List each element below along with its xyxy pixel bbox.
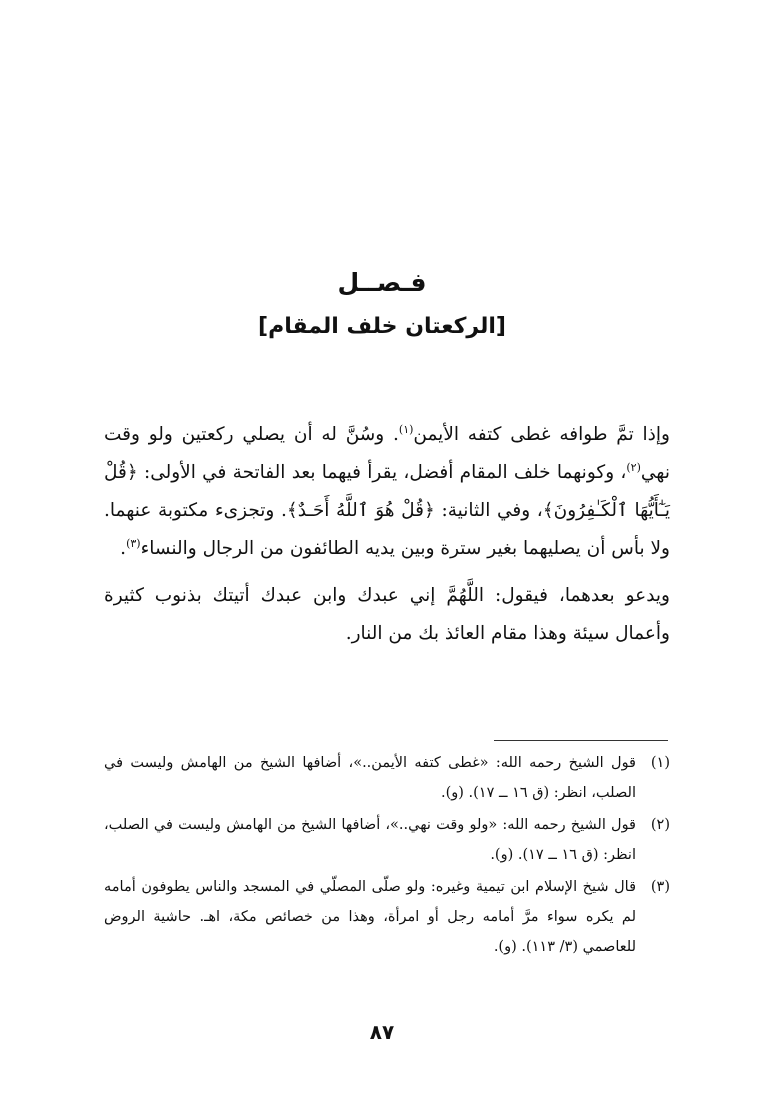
text-run: ، وكونهما خلف المقام أفضل، يقرأ فيهما بعد الفاتحة في الأولى: <box>137 462 627 483</box>
footnote-ref-1: (١) <box>398 422 414 436</box>
section-title: [الركعتان خلف المقام] <box>258 314 506 339</box>
text-run: . وتجزىء مكتوبة عنهما. ولا بأس أن يصليهما بغير سترة وبين يديه الطائفون من الرجال والنساء <box>104 500 670 559</box>
footnote-number: (٢) <box>650 817 670 833</box>
text-run: . <box>120 538 127 559</box>
paragraph-2: ويدعو بعدهما، فيقول: اللَّهُمَّ إني عبدك وابن عبدك أتيتك بذنوب كثيرة وأعمال سيئة وهذا مقام العائذ بك من النار. <box>104 585 670 644</box>
text-run: . وسُنَّ له أن يصلي ركعتين ولو وقت نهي <box>104 424 670 483</box>
footnotes <box>104 748 670 964</box>
footnote-2 <box>104 810 670 870</box>
footnote-text: قول الشيخ رحمه الله: «ولو وقت نهي..»، أضافها الشيخ من الهامش وليست في الصلب، انظر: (ق ١٦ ــ ١٧). (و). <box>104 817 636 863</box>
quran-verse-ikhlas: ﴿قُلْ هُوَ ٱللَّهُ أَحَـدٌ﴾ <box>286 500 435 521</box>
footnote-3 <box>104 872 670 962</box>
footnote-number: (١) <box>650 755 670 771</box>
footnote-divider <box>494 740 668 741</box>
footnote-ref-3: (٣) <box>126 536 141 550</box>
main-text <box>104 416 670 653</box>
footnote-number: (٣) <box>650 879 670 895</box>
text-run: وإذا تمَّ طوافه غطى كتفه الأيمن <box>413 424 670 445</box>
section-label: فـصــل <box>337 268 427 297</box>
footnote-text: قول الشيخ رحمه الله: «غطى كتفه الأيمن..»، أضافها الشيخ من الهامش وليست في الصلب، انظر: (ق ١٦ ــ ١٧). (و). <box>104 755 636 801</box>
page-number: ٨٧ <box>369 1020 395 1044</box>
footnote-text: قال شيخ الإسلام ابن تيمية وغيره: ولو صلّى المصلّي في المسجد والناس يطوفون أمامه لم يكره سواء مرَّ أمامه رجل أو امرأة، وهذا من خصائص مكة، اهـ. حاشية الروض للعاصمي (٣/ ١١٣). (و). <box>104 879 636 955</box>
footnote-1 <box>104 748 670 808</box>
text-run: ، وفي الثانية: <box>434 500 543 521</box>
footnote-ref-2: (٢) <box>626 460 641 474</box>
paragraph-1 <box>104 416 670 568</box>
quran-verse-kafirun: ﴿قُلْ يَـٰٓأَيُّهَا ٱلْكَـٰفِرُونَ﴾ <box>104 462 670 521</box>
